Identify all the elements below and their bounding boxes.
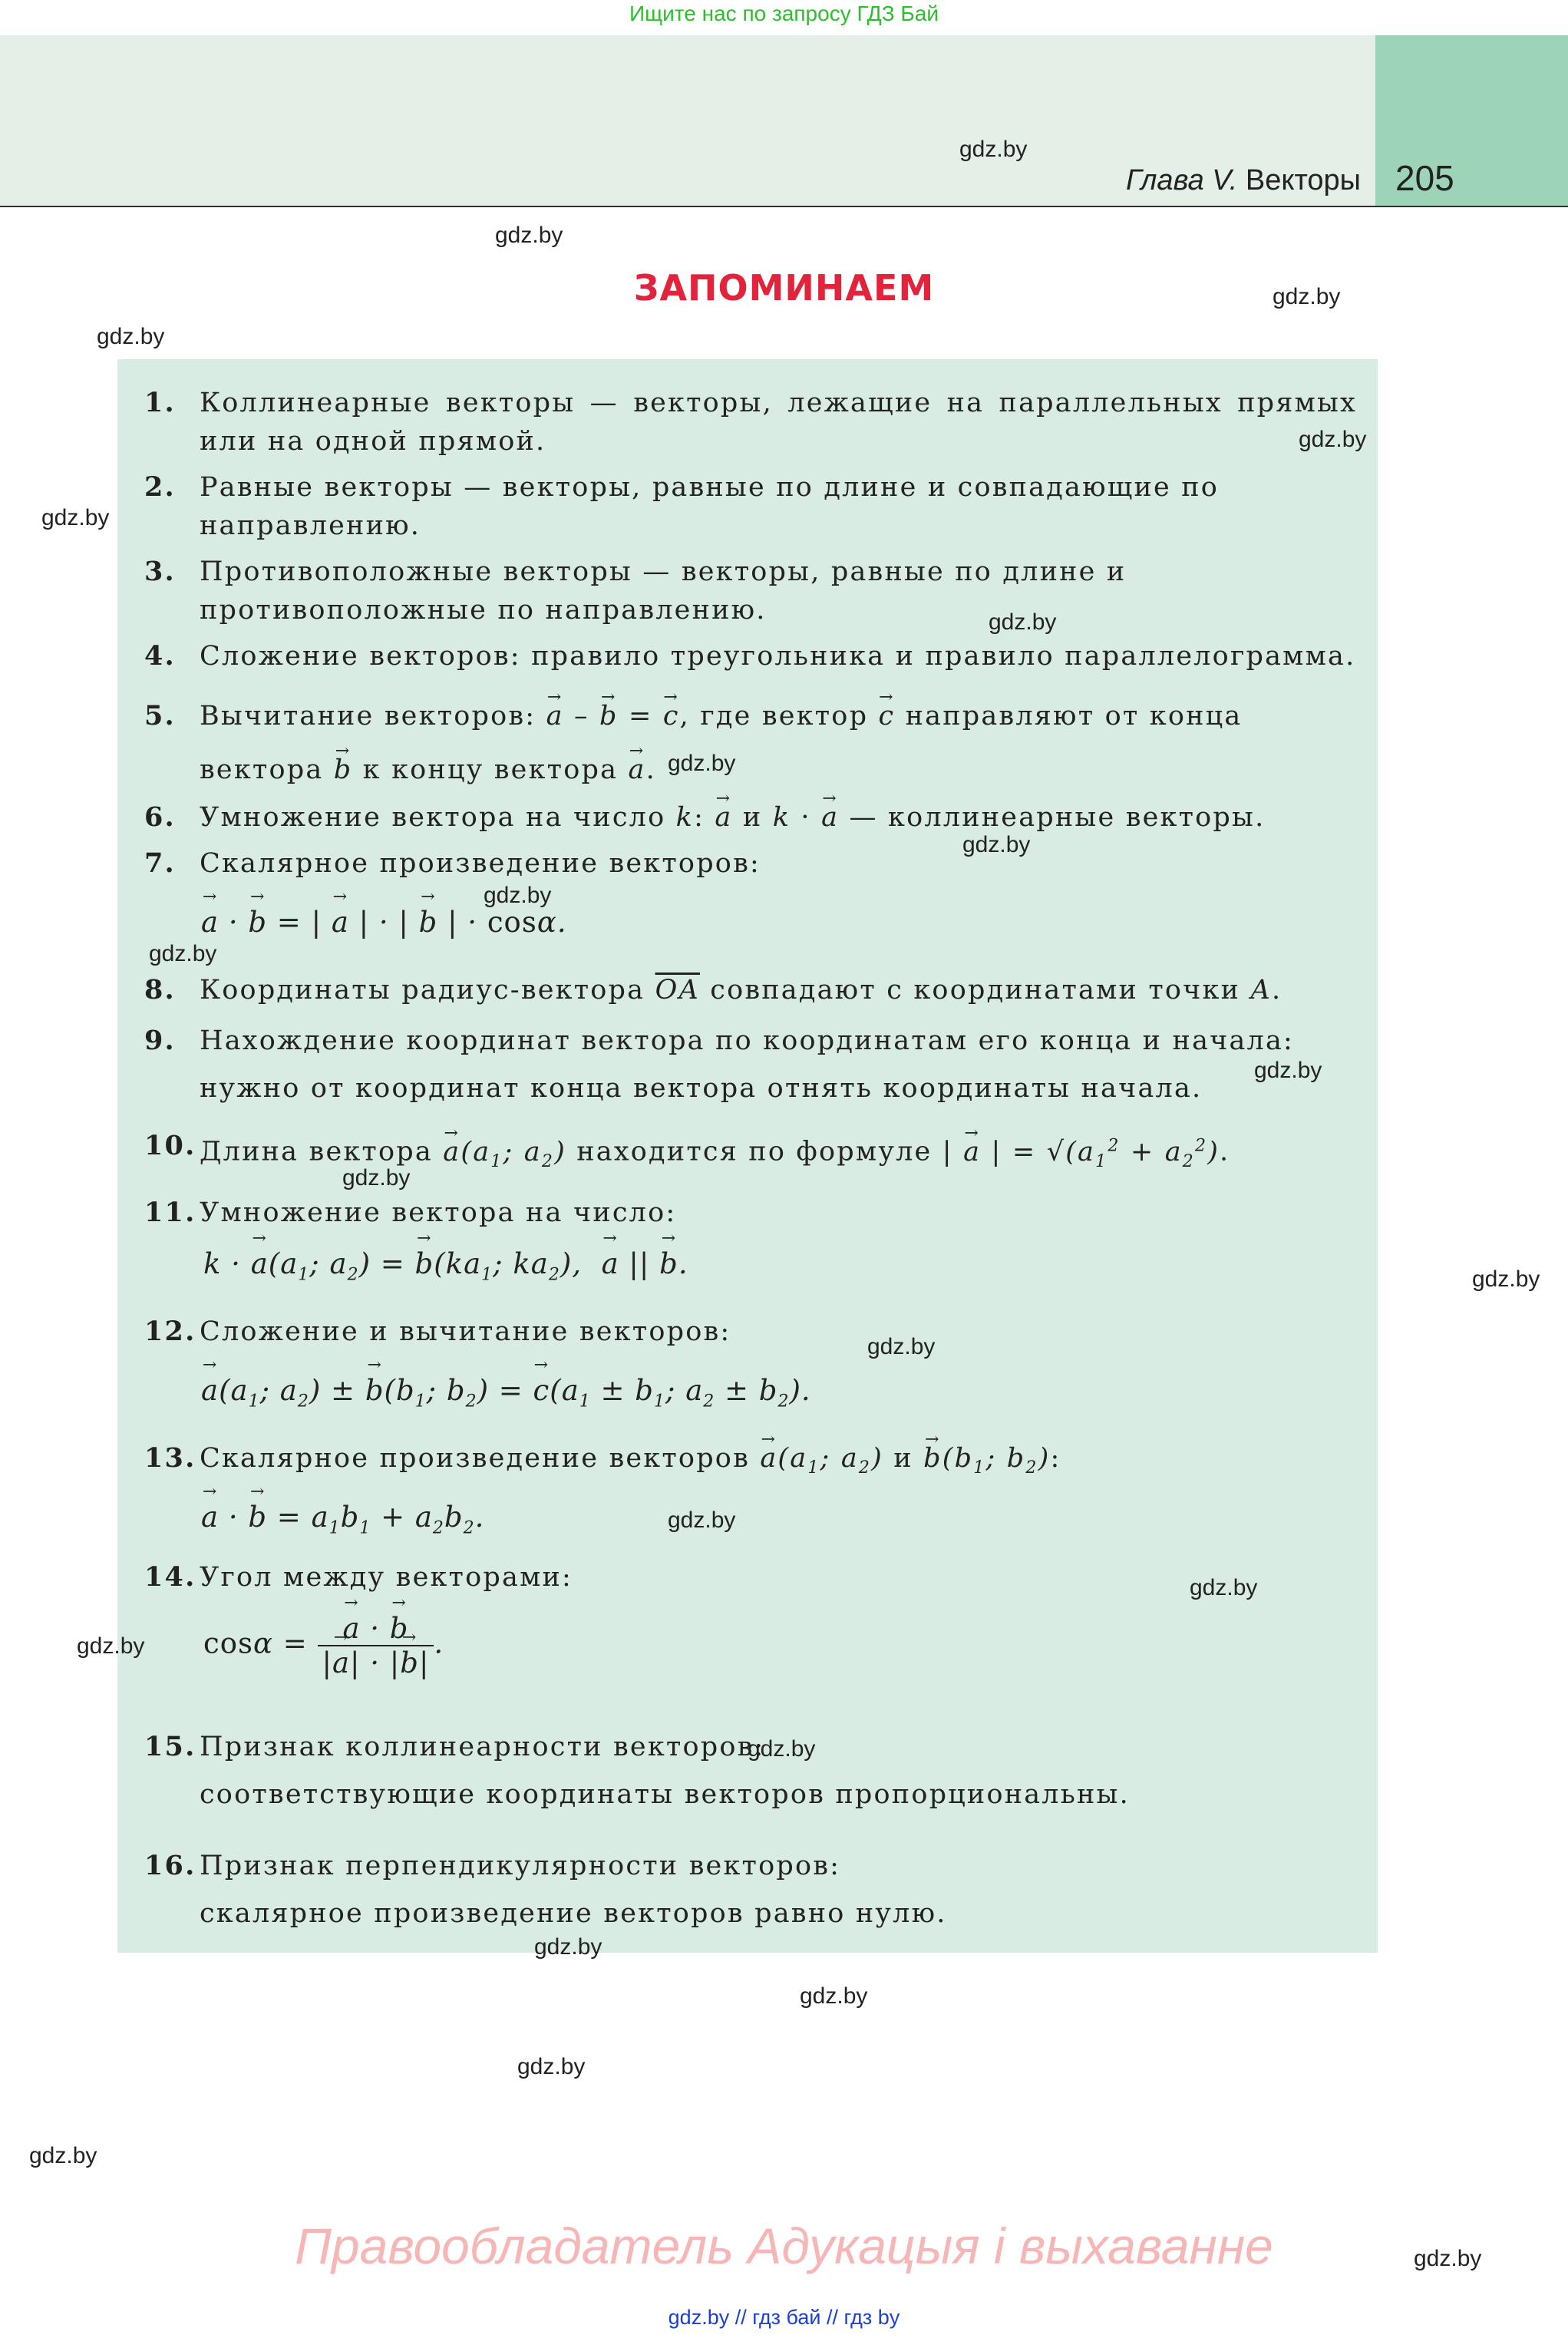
item-text-part: Скалярное произведение векторов — [200, 1443, 750, 1474]
list-item — [144, 468, 1357, 545]
item-text-part: Длина вектора — [200, 1136, 433, 1167]
header-divider — [0, 206, 1568, 207]
item-text: Умножение вектора на число k: → a и k · → a — коллинеарные векторы. — [200, 798, 1357, 837]
footer-links — [0, 2306, 1568, 2330]
item-text: Нахождение координат вектора по координатам его конца и начала: нужно от координат конца вектора отнять координаты начала. — [200, 1025, 1295, 1104]
item-number: 10. — [144, 1130, 196, 1161]
item-text: Противоположные векторы — векторы, равные по длине и противоположные по направлению. — [200, 556, 1127, 626]
item-text: Коллинеарные векторы — векторы, лежащие на параллельных прямых или на одной прямой. — [200, 388, 1357, 457]
item-number: 5. — [144, 700, 176, 731]
watermark: gdz.by — [29, 2143, 97, 2168]
footer-separator: // — [827, 2306, 839, 2329]
footer-separator: // — [734, 2306, 747, 2329]
watermark: gdz.by — [668, 751, 736, 776]
watermark: gdz.by — [800, 1983, 868, 2009]
chapter-name: Векторы — [1245, 164, 1361, 196]
item-text: Длина вектора → $a(a_1$; $a_2$) находится по формуле | → a | = $√(a_1^2 + a_2^2)$. — [200, 1127, 1357, 1181]
item-number: 6. — [144, 801, 176, 833]
copyright-notice: Правообладатель Адукацыя і выхаванне — [295, 2217, 1273, 2274]
list-item — [144, 1842, 1357, 1927]
item-text-part: Координаты радиус-вектора — [200, 975, 645, 1006]
list-item — [144, 1558, 1357, 1597]
top-search-banner: Ищите нас по запросу ГДЗ Бай — [629, 2, 939, 25]
list-item — [144, 844, 1357, 883]
item-text-part: — коллинеарные векторы. — [849, 802, 1266, 833]
watermark: gdz.by — [41, 505, 110, 530]
item-text-part: находится по формуле — [576, 1136, 933, 1167]
formula-scalar-multiplication: k · → $a(a_1$; $a_2$) = → $b(ka_1$; $ka_2$), → a || → b. — [203, 1247, 688, 1284]
list-item — [144, 553, 1357, 629]
list-item — [144, 798, 1357, 837]
item-text-part: Вычитание векторов: — [200, 701, 536, 731]
watermark: gdz.by — [97, 324, 165, 349]
list-item — [144, 1439, 1357, 1485]
item-text-part: соответствующие координаты векторов пропорциональны. — [200, 1779, 1130, 1810]
watermark: gdz.by — [748, 1736, 816, 1762]
item-number: 9. — [144, 1025, 176, 1056]
watermark: gdz.by — [1273, 284, 1341, 309]
item-number: 14. — [144, 1561, 196, 1593]
footer-link[interactable]: гдз бай — [752, 2306, 821, 2329]
item-text: Вычитание векторов: → a – → b = → c, где вектор → c направляют от конца вектора → b к концу вектора → a. — [200, 689, 1357, 797]
page-number: 205 — [1395, 158, 1454, 198]
item-text — [200, 1842, 1357, 1937]
item-text-part: к концу вектора — [362, 755, 619, 785]
watermark: gdz.by — [962, 832, 1031, 857]
watermark: gdz.by — [1414, 2246, 1482, 2271]
item-number: 15. — [144, 1731, 196, 1762]
watermark: gdz.by — [534, 1934, 602, 1960]
item-text: Умножение вектора на число: — [200, 1197, 677, 1228]
footer-link[interactable]: гдз by — [843, 2306, 900, 2329]
watermark: gdz.by — [1190, 1575, 1258, 1600]
item-text-part: Признак перпендикулярности векторов: — [200, 1851, 841, 1881]
item-number: 11. — [144, 1197, 196, 1228]
formula-dot-product: → a · → b = | → a | · | → b | · cosα. — [201, 906, 567, 939]
list-item — [144, 384, 1357, 461]
formula-dot-product-coordinates: → a · → $b = a_1b_1 + a_2b_2$. — [201, 1501, 484, 1537]
list-item — [144, 971, 1357, 1009]
chapter-prefix: Глава V. — [1126, 164, 1238, 196]
watermark: gdz.by — [484, 883, 552, 908]
watermark: gdz.by — [959, 137, 1028, 162]
list-item — [144, 689, 1357, 789]
watermark: gdz.by — [668, 1507, 736, 1533]
item-text-part: где вектор — [700, 701, 869, 731]
item-text-part: скалярное произведение векторов равно нулю. — [200, 1898, 947, 1929]
watermark: gdz.by — [867, 1334, 936, 1359]
item-text-part: Умножение вектора на число — [200, 802, 666, 833]
list-item — [144, 1017, 1357, 1104]
formula-addition: → $a(a_1$; $a_2$) ± → $b(b_1$; $b_2$) = → $c(a_1 \pm b_1$; $a_2 \pm b_2$). — [201, 1374, 811, 1411]
watermark: gdz.by — [517, 2054, 586, 2079]
watermark: gdz.by — [989, 609, 1057, 635]
item-number: 7. — [144, 847, 176, 879]
item-number: 2. — [144, 471, 176, 503]
watermark: gdz.by — [342, 1165, 411, 1190]
item-text-part: направляют от конца вектора — [200, 701, 1243, 785]
item-text: Угол между векторами: — [200, 1562, 573, 1593]
chapter-title — [1126, 164, 1361, 197]
item-text: Сложение и вычитание векторов: — [200, 1316, 731, 1347]
watermark: gdz.by — [1472, 1266, 1540, 1292]
item-text-part: совпадают с координатами точки — [710, 975, 1241, 1006]
list-item — [144, 1127, 1357, 1173]
watermark: gdz.by — [77, 1633, 145, 1659]
list-item — [144, 637, 1357, 675]
item-number: 1. — [144, 387, 176, 418]
watermark: gdz.by — [1254, 1058, 1322, 1083]
item-text: Сложение векторов: правило треугольника и правило параллелограмма. — [200, 641, 1356, 672]
list-item — [144, 1313, 1357, 1351]
item-number: 3. — [144, 556, 176, 587]
item-text-part: Признак коллинеарности векторов: — [200, 1732, 765, 1762]
list-item — [144, 1194, 1357, 1232]
item-text: Скалярное произведение векторов → $a(a_1$; $a_2$) $и \to b(b_1$; $b_2$): — [200, 1439, 1357, 1488]
item-number: 8. — [144, 974, 176, 1006]
watermark: gdz.by — [495, 223, 563, 248]
item-number: 12. — [144, 1316, 196, 1347]
item-text: Равные векторы — векторы, равные по длине и совпадающие по направлению. — [200, 472, 1220, 541]
watermark: gdz.by — [1299, 427, 1367, 452]
item-number: 16. — [144, 1850, 196, 1881]
item-number: 4. — [144, 640, 176, 672]
item-text: Скалярное произведение векторов: — [200, 848, 761, 879]
formula-angle: cosα = → $\frac{a \cdot \to b}{|\to a| \cdot |\to b|}$ . — [203, 1612, 444, 1679]
item-number: 13. — [144, 1442, 196, 1474]
item-text: Координаты радиус-вектора $\overline{OA}$ совпадают с координатами точки A. — [200, 975, 1282, 1006]
section-title: ЗАПОМИНАЕМ — [633, 267, 935, 309]
watermark: gdz.by — [149, 941, 217, 966]
footer-link[interactable]: gdz.by — [668, 2306, 730, 2329]
